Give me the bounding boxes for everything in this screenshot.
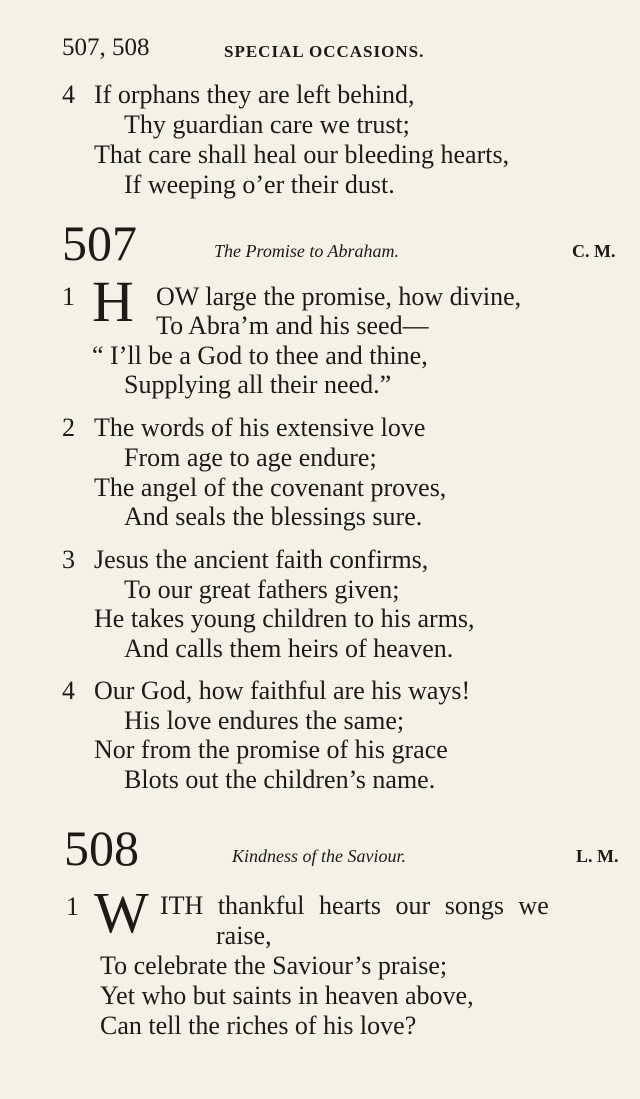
verse-line: To celebrate the Saviour’s praise; <box>100 951 448 980</box>
verse-number: 4 <box>62 80 75 109</box>
verse-number: 4 <box>62 676 75 705</box>
verse-line: To Abra’m and his seed— <box>156 311 429 340</box>
verse-line: Jesus the ancient faith confirms, <box>94 545 429 574</box>
verse-line: Yet who but saints in heaven above, <box>100 981 474 1010</box>
hymn-title: The Promise to Abraham. <box>214 241 400 261</box>
hymn-number: 508 <box>64 820 139 876</box>
verse-line: Thy guardian care we trust; <box>124 110 410 139</box>
verse-line: And seals the blessings sure. <box>124 502 423 531</box>
verse-line: OW large the promise, how divine, <box>156 282 522 311</box>
drop-cap: H <box>92 269 134 334</box>
hymn-meter: C. M. <box>572 241 616 261</box>
verse-line: Supplying all their need.” <box>124 370 392 399</box>
running-header <box>62 34 622 66</box>
hymn-meter: L. M. <box>576 846 619 866</box>
verse-line: Blots out the children’s name. <box>124 765 436 794</box>
verse-line: ITH thankful hearts our songs we <box>160 891 549 920</box>
verse-number: 1 <box>66 892 79 921</box>
verse-number: 3 <box>62 545 75 574</box>
drop-cap: W <box>94 880 149 945</box>
verse-number: 2 <box>62 413 75 442</box>
verse-line: “ I’ll be a God to thee and thine, <box>92 341 428 370</box>
verse-line: That care shall heal our bleeding hearts, <box>94 140 510 169</box>
verse-line: The angel of the covenant proves, <box>94 473 447 502</box>
verse-number: 1 <box>62 282 75 311</box>
verse-line: His love endures the same; <box>124 706 405 735</box>
verse-line: If orphans they are left behind, <box>94 80 415 109</box>
verse-line: Can tell the riches of his love? <box>100 1011 417 1040</box>
verse-line: raise, <box>216 921 272 950</box>
verse-line: If weeping o’er their dust. <box>124 170 395 199</box>
section-title: SPECIAL OCCASIONS. <box>224 42 425 61</box>
hymn-number: 507 <box>62 215 137 271</box>
verse-line: The words of his extensive love <box>94 413 426 442</box>
verse-line: He takes young children to his arms, <box>94 604 475 633</box>
hymn-title: Kindness of the Saviour. <box>232 846 406 866</box>
verse-line: And calls them heirs of heaven. <box>124 634 454 663</box>
verse-line: To our great fathers given; <box>124 575 400 604</box>
verse-line: From age to age endure; <box>124 443 377 472</box>
verse-line: Our God, how faithful are his ways! <box>94 676 471 705</box>
verse-line: Nor from the promise of his grace <box>94 735 448 764</box>
page-numbers: 507, 508 <box>62 34 150 61</box>
